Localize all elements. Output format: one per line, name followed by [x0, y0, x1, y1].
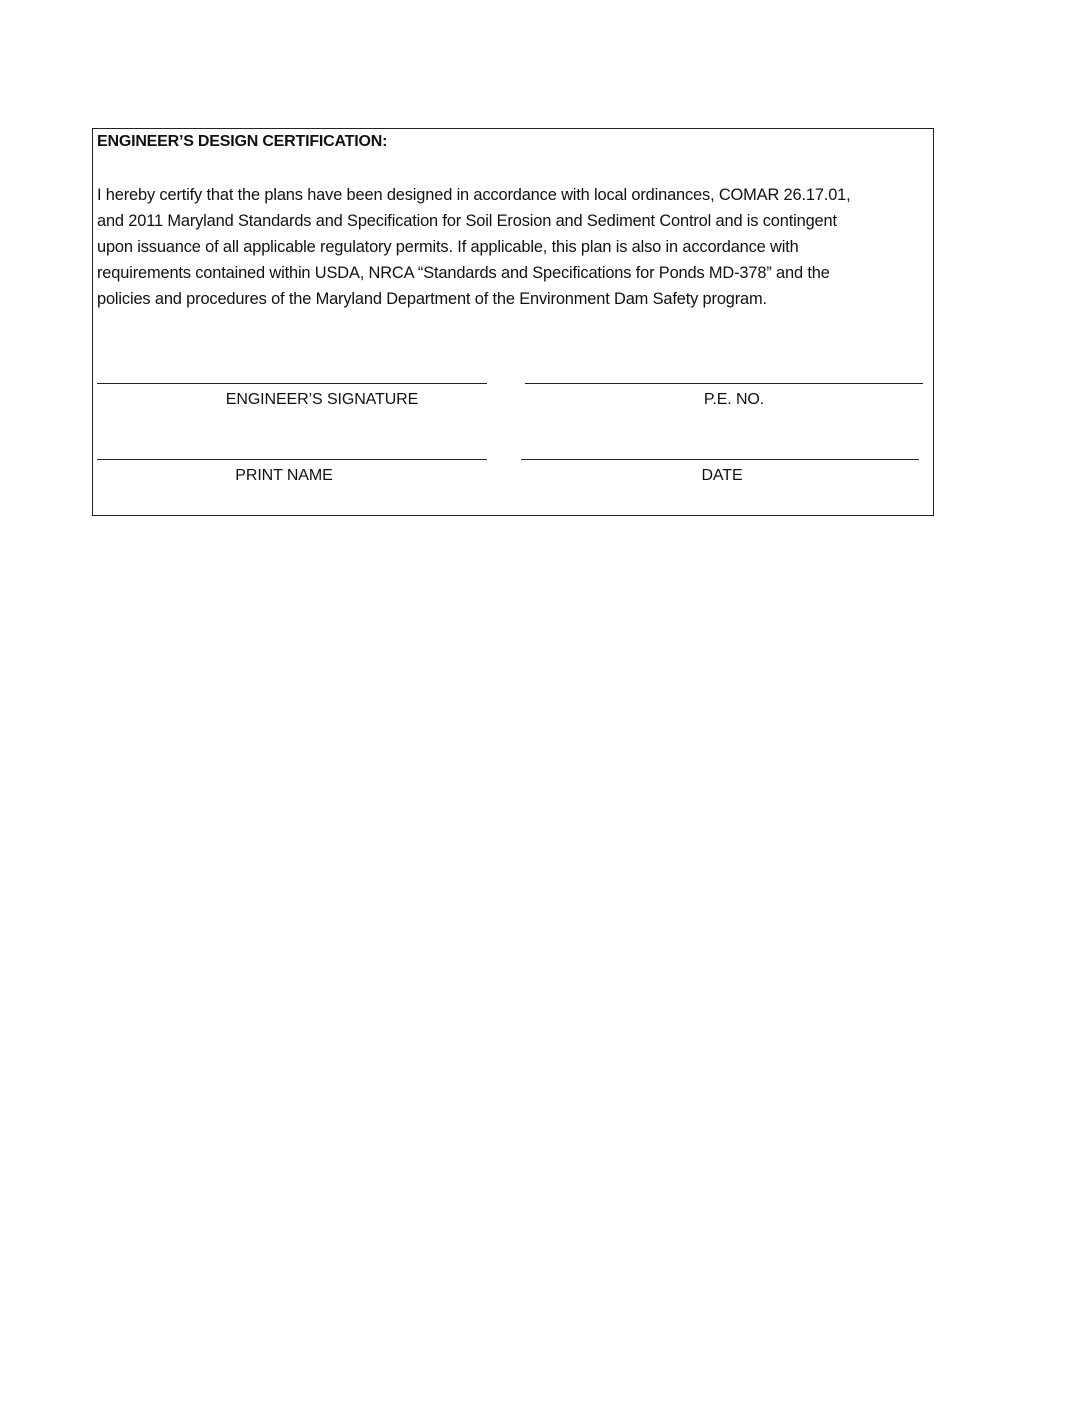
certification-statement-line: upon issuance of all applicable regulatory permits. If applicable, this plan is also in accordance with	[97, 238, 799, 256]
certification-statement-line: policies and procedures of the Maryland Department of the Environment Dam Safety program.	[97, 290, 767, 308]
date-label: DATE	[701, 467, 743, 484]
certification-statement-line: and 2011 Maryland Standards and Specification for Soil Erosion and Sediment Control and is contingent	[97, 212, 837, 230]
engineer-signature-line[interactable]	[97, 383, 487, 384]
certification-statement	[97, 182, 933, 312]
date-line[interactable]	[521, 459, 919, 460]
certification-title: ENGINEER’S DESIGN CERTIFICATION:	[97, 133, 388, 150]
pe-number-line[interactable]	[525, 383, 923, 384]
certification-statement-line: I hereby certify that the plans have been designed in accordance with local ordinances, COMAR 26.17.01,	[97, 186, 851, 204]
certification-statement-line: requirements contained within USDA, NRCA “Standards and Specifications for Ponds MD-378” and the	[97, 264, 830, 282]
engineer-signature-label: ENGINEER’S SIGNATURE	[225, 391, 419, 408]
pe-number-label: P.E. NO.	[703, 391, 765, 408]
print-name-label: PRINT NAME	[235, 467, 333, 484]
engineer-design-certification-box	[92, 128, 934, 516]
print-name-line[interactable]	[97, 459, 487, 460]
